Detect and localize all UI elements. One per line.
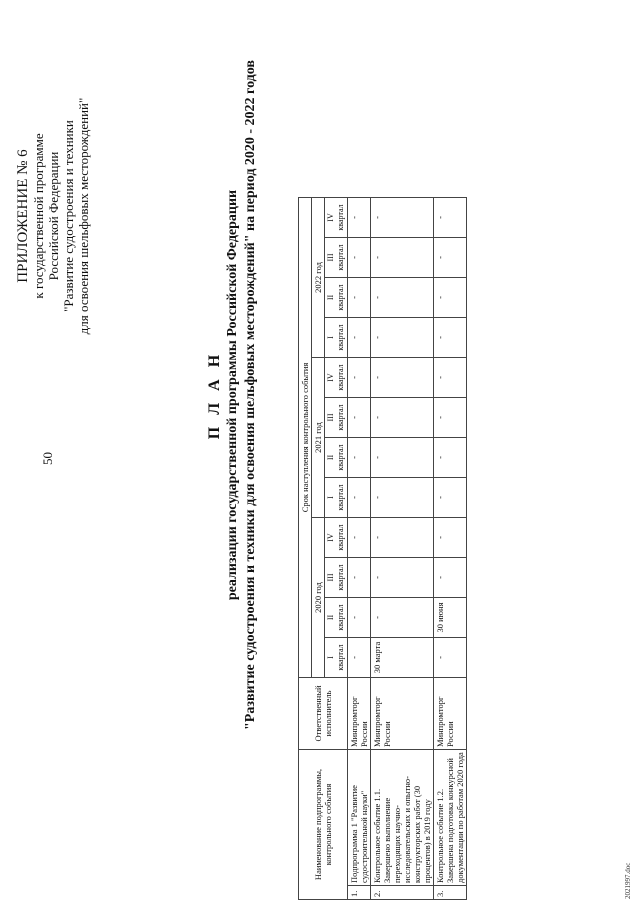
- table-row: [371, 11, 434, 899]
- row-term-cell: -: [371, 478, 434, 518]
- quarter-word: квартал: [336, 244, 345, 271]
- quarter-numeral: II: [326, 454, 335, 461]
- table-row: [434, 11, 467, 899]
- quarter-word: квартал: [336, 444, 345, 471]
- title-line-3: "Развитие судостроения и техники для освоения шельфовых месторождений" на период 2020 - 2022 годов: [243, 60, 258, 730]
- document-title: [206, 35, 260, 755]
- row-term-cell: -: [434, 398, 467, 438]
- row-spacer: [348, 11, 371, 197]
- row-term-cell: -: [371, 278, 434, 318]
- row-spacer: [371, 11, 434, 197]
- quarter-word: квартал: [336, 324, 345, 351]
- page-number: 50: [40, 452, 55, 465]
- quarter-header: [325, 358, 348, 398]
- quarter-numeral: II: [326, 614, 335, 621]
- row-name: Контрольное событие 1.1. Завершено выполнение переходящих научно-исследовательских и опытно-конструкторских работ (30 процентов) в 2019 году: [371, 750, 434, 886]
- appendix-title: ПРИЛОЖЕНИЕ № 6: [15, 149, 31, 283]
- quarter-word: квартал: [336, 484, 345, 511]
- row-name: Подпрограмма 1 "Развитие судостроительной науки": [348, 750, 371, 886]
- header-year: 2021 год: [312, 358, 325, 518]
- row-executor: Минпромторг России: [348, 678, 371, 750]
- quarter-numeral: III: [326, 253, 335, 262]
- quarter-word: квартал: [336, 644, 345, 671]
- appendix-block: [16, 26, 91, 406]
- row-term-cell: -: [348, 638, 371, 678]
- row-term-cell: -: [434, 518, 467, 558]
- row-term-cell: -: [348, 598, 371, 638]
- file-name: 2021997.doc: [624, 862, 632, 899]
- row-executor: Минпромторг России: [371, 678, 434, 750]
- quarter-numeral: II: [326, 294, 335, 301]
- row-term-cell: -: [434, 478, 467, 518]
- quarter-header: [325, 638, 348, 678]
- header-name: Наименование подпрограммы, контрольного события: [299, 750, 348, 900]
- quarter-header: [325, 558, 348, 598]
- quarter-header: [325, 197, 348, 237]
- row-term-cell: -: [348, 318, 371, 358]
- quarter-numeral: I: [326, 656, 335, 659]
- row-term-cell: -: [434, 238, 467, 278]
- row-term-cell: -: [348, 238, 371, 278]
- row-term-cell: -: [371, 518, 434, 558]
- row-term-cell: -: [348, 398, 371, 438]
- quarter-numeral: I: [326, 336, 335, 339]
- row-term-cell: -: [348, 558, 371, 598]
- row-term-cell: -: [434, 358, 467, 398]
- quarter-header: [325, 278, 348, 318]
- row-number: 1.: [348, 886, 371, 900]
- row-term-cell: -: [371, 238, 434, 278]
- row-term-cell: 30 июня: [434, 598, 467, 638]
- row-term-cell: -: [348, 358, 371, 398]
- quarter-word: квартал: [336, 364, 345, 391]
- quarter-header: [325, 478, 348, 518]
- quarter-header: [325, 238, 348, 278]
- header-year: 2022 год: [312, 197, 325, 357]
- row-name: Контрольное событие 1.2. Завершена подготовка конкурсной документации по работам 2020 года: [434, 750, 467, 886]
- header-term: Срок наступления контрольного события: [299, 197, 312, 677]
- header-spacer: [299, 11, 348, 197]
- row-number: 2.: [371, 886, 434, 900]
- row-number: 3.: [434, 886, 467, 900]
- appendix-line: "Развитие судостроения и техники: [61, 120, 76, 312]
- row-term-cell: -: [434, 438, 467, 478]
- row-executor: Минпромторг России: [434, 678, 467, 750]
- quarter-header: [325, 318, 348, 358]
- row-term-cell: -: [434, 318, 467, 358]
- appendix-line: к государственной программе: [31, 133, 46, 299]
- quarter-word: квартал: [336, 204, 345, 231]
- row-term-cell: -: [348, 478, 371, 518]
- row-term-cell: 30 марта: [371, 638, 434, 678]
- row-term-cell: -: [434, 197, 467, 237]
- row-term-cell: -: [434, 278, 467, 318]
- row-term-cell: -: [434, 558, 467, 598]
- row-term-cell: -: [371, 558, 434, 598]
- header-year: 2020 год: [312, 518, 325, 678]
- title-line-2: реализации государственной программы Российской Федерации: [225, 189, 240, 601]
- row-term-cell: -: [371, 598, 434, 638]
- quarter-numeral: I: [326, 496, 335, 499]
- quarter-numeral: IV: [326, 533, 335, 542]
- quarter-numeral: IV: [326, 213, 335, 222]
- title-plan: П Л А Н: [206, 350, 223, 440]
- quarter-numeral: IV: [326, 373, 335, 382]
- row-spacer: [434, 11, 467, 197]
- appendix-line: Российской Федерации: [46, 151, 61, 281]
- header-executor: Ответственный исполнитель: [299, 678, 348, 750]
- row-term-cell: -: [371, 318, 434, 358]
- row-term-cell: -: [371, 358, 434, 398]
- quarter-word: квартал: [336, 524, 345, 551]
- appendix-line: для освоения шельфовых месторождений": [76, 97, 91, 335]
- row-term-cell: -: [371, 438, 434, 478]
- quarter-header: [325, 398, 348, 438]
- row-term-cell: -: [348, 197, 371, 237]
- quarter-numeral: III: [326, 573, 335, 582]
- row-term-cell: -: [348, 278, 371, 318]
- quarter-header: [325, 518, 348, 558]
- row-term-cell: -: [348, 438, 371, 478]
- quarter-numeral: III: [326, 413, 335, 422]
- quarter-word: квартал: [336, 604, 345, 631]
- table-row: [348, 11, 371, 899]
- quarter-word: квартал: [336, 564, 345, 591]
- row-term-cell: -: [434, 638, 467, 678]
- plan-table: [298, 11, 467, 900]
- plan-body: [348, 11, 467, 899]
- quarter-header: [325, 438, 348, 478]
- quarter-word: квартал: [336, 284, 345, 311]
- row-term-cell: -: [371, 398, 434, 438]
- quarter-header: [325, 598, 348, 638]
- row-term-cell: -: [348, 518, 371, 558]
- row-term-cell: -: [371, 197, 434, 237]
- quarter-word: квартал: [336, 404, 345, 431]
